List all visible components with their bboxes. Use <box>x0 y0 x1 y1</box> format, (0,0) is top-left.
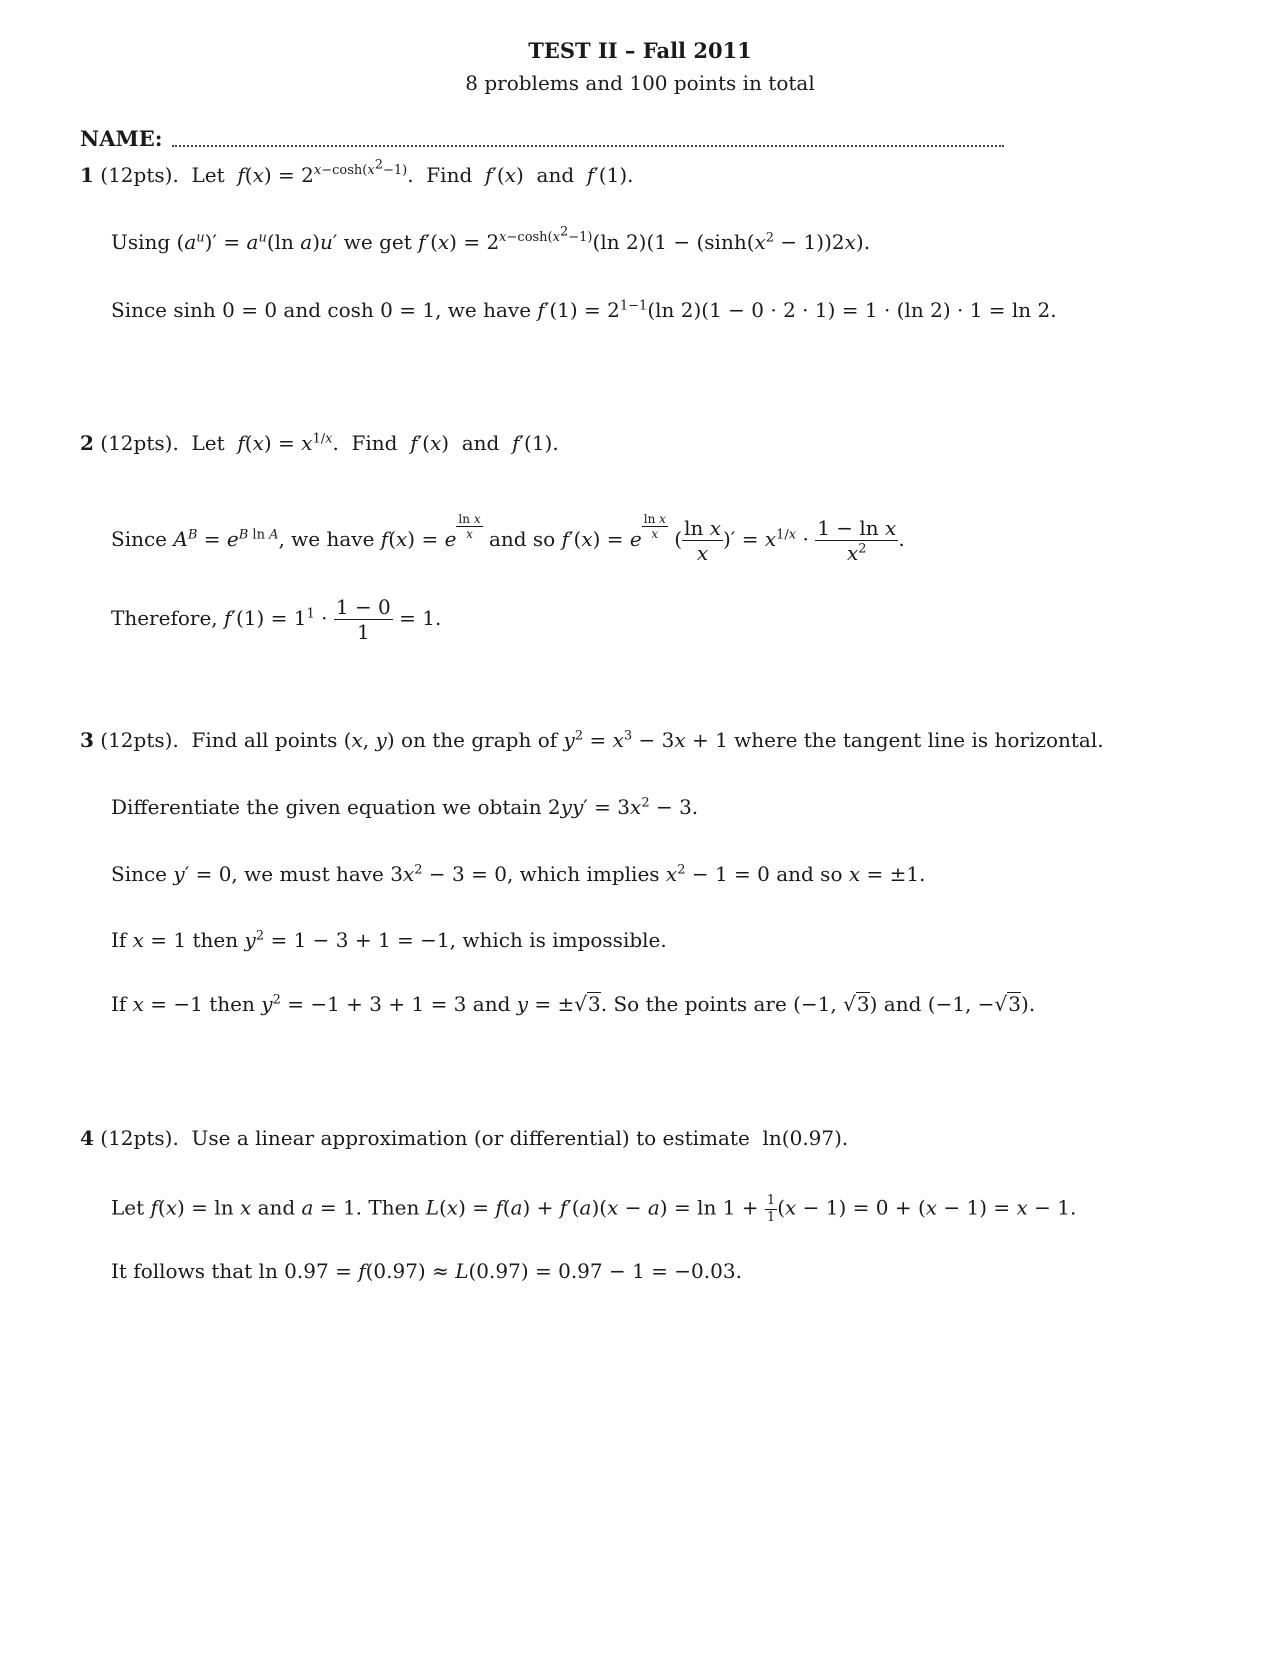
problem-2-number: 2 <box>80 431 94 455</box>
name-field-line[interactable] <box>172 145 1004 147</box>
problem-1-solution-line-2: Since sinh 0 = 0 and cosh 0 = 1, we have $f'(1) = 2^{1-1}(\ln$ 2)(1 − 0 · 2 · 1) = 1 · (ln 2) · 1 = ln 2. <box>111 298 1057 322</box>
page-title: TEST II – Fall 2011 <box>528 38 752 63</box>
problem-2-points: (12pts). <box>100 431 179 455</box>
problem-2-solution-line-1: Since $A^B = e^{B ln A}$, we have f(x) = e $\frac{\text{ln x}}{x}$ and so f′(x) = e $\frac{\text{ln x}}{x}$ ( $\frac{\text{ln x}}{x}$ )′ = $x^{1/x}$ · $\frac{\text{1 − ln x}}{x^2}$ . <box>111 512 905 566</box>
problem-3-solution-line-3: If x = 1 then $y^2 = 1 - 3 + 1 = -1$, which is impossible. <box>111 928 667 952</box>
problem-4-solution-line-2: It follows that ln 0.97 = f(0.97) ≈ L(0.97) = 0.97 − 1 = −0.03. <box>111 1259 742 1283</box>
page-subtitle: 8 problems and 100 points in total <box>465 71 815 95</box>
problem-4-points: (12pts). <box>100 1126 179 1150</box>
problem-1-solution-line-1: Using $(a^u)' = a^u(\ln$ a)u′ we get $f'(x) = 2^{x-cosh(x^2-1)}(\ln$ $2)(1 - (\sinh(x^2 - 1))2x)$. <box>111 225 871 254</box>
problem-3-statement <box>80 728 1104 752</box>
problem-4-statement <box>80 1126 848 1150</box>
problem-2-solution-line-2: Therefore, $f'(1) = 1^1$ · $\frac{1 - 0}{1}$ = 1. <box>111 595 442 644</box>
problem-2-statement <box>80 431 559 455</box>
problem-3-points: (12pts). <box>100 728 179 752</box>
problem-3-text: Find all points (x, y) on the graph of $y^2 = x^3 - 3x + 1$ where the tangent line is horizontal. <box>191 728 1104 752</box>
problem-3-solution-line-1: Differentiate the given equation we obtain $2yy' = 3x^2 - 3$. <box>111 795 699 819</box>
problem-1-points: (12pts). <box>100 163 179 187</box>
problem-3-solution-line-2: Since y′ = 0, we must have $3x^2 - 3 = 0$, which implies $x^2 - 1 = 0$ and so x = ±1. <box>111 862 926 886</box>
problem-4-number: 4 <box>80 1126 94 1150</box>
problem-1-text: Let $f(x) = 2^{x-cosh(x^2-1)}$. Find f′(x) and f′(1). <box>191 158 634 187</box>
name-label: NAME: <box>80 126 163 151</box>
problem-3-number: 3 <box>80 728 94 752</box>
problem-4-solution-line-1: Let f(x) = ln x and a = 1. Then L(x) = f(a) + f′(a)(x − a) = ln 1 + $\frac{1}{1}$ (x − 1) = 0 + (x − 1) = x − 1. <box>111 1193 1077 1225</box>
problem-4-text: Use a linear approximation (or differential) to estimate ln(0.97). <box>191 1126 849 1150</box>
problem-2-text: Let $f(x) = x^{1/x}$. Find f′(x) and f′(1). <box>191 431 559 455</box>
problem-1-statement <box>80 158 634 187</box>
problem-3-solution-line-4: If x = −1 then $y^2 = -1 + 3 + 1 = 3$ and y = ±√3. So the points are (−1, √3) and (−1, −√3). <box>111 992 1036 1016</box>
problem-1-number: 1 <box>80 163 94 187</box>
